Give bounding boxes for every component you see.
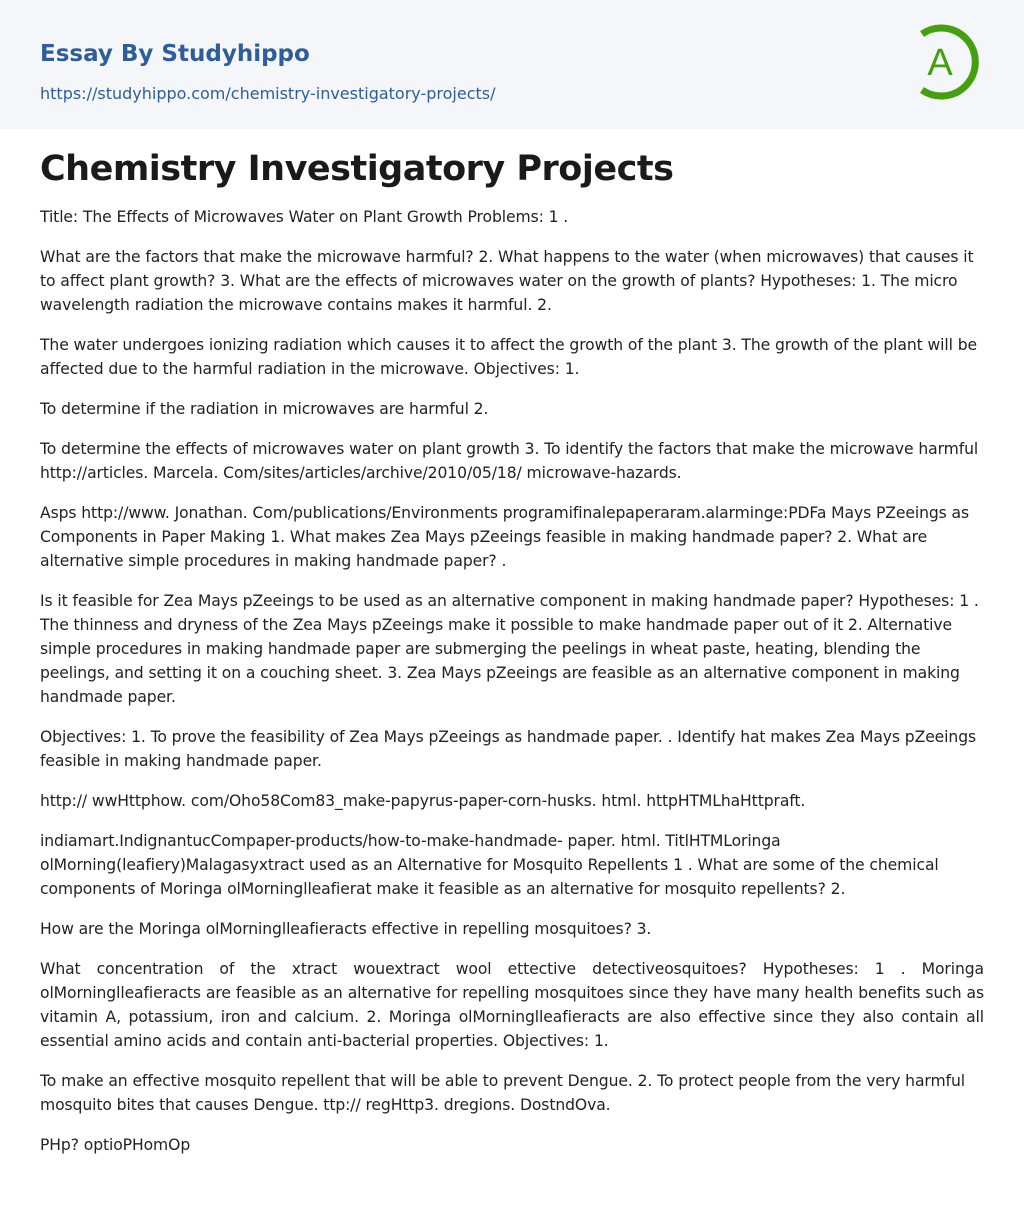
paragraph: To determine the effects of microwaves water on plant growth 3. To identify the factors that make the microwave harmful http://articles. Marcela. Com/sites/articles/archive/2010/05/18/ microwave-hazards. <box>40 440 979 482</box>
paragraph: Objectives: 1. To prove the feasibility of Zea Mays pZeeings as handmade paper. . Identify hat makes Zea Mays pZeeings feasible in making handmade paper. <box>40 728 977 770</box>
svg-text:A: A <box>927 42 953 84</box>
paragraph: To make an effective mosquito repellent that will be able to prevent Dengue. 2. To protect people from the very harmful mosquito bites that causes Dengue. ttp:// regHttp3. dregions. DostndOva. <box>40 1072 965 1114</box>
page-title: Chemistry Investigatory Projects <box>40 149 674 189</box>
paragraph: indiamart.IndignantucCompaper-products/how-to-make-handmade- paper. html. TitlHTMLoringa olMorning(leafiery)Malagasyxtract used as an Alternative for Mosquito Repellents 1 . What are some of the chemical components of Moringa olMorninglleafierat make it feasible as an alternative for mosquito repellents? 2. <box>40 832 939 898</box>
studyhippo-a-logo-icon[interactable] <box>908 18 992 106</box>
paragraph: How are the Moringa olMorninglleafieracts effective in repelling mosquitoes? 3. <box>40 920 652 938</box>
paragraph: What concentration of the xtract wouextract wool ettective detectiveosquitoes? Hypotheses: 1 . Moringa olMorninglleafieracts are feasible as an alternative for repelling mosquitoes since they have many health benefits such as vitamin A, potassium, iron and calcium. 2. Moringa olMorninglleafieracts are also effective since they also contain all essential amino acids and contain anti-bacterial properties. Objectives: 1. <box>40 960 984 1050</box>
paragraph: Is it feasible for Zea Mays pZeeings to be used as an alternative component in making handmade paper? Hypotheses: 1 . The thinness and dryness of the Zea Mays pZeeings make it possible to make handmade paper out of it 2. Alternative simple procedures in making handmade paper are submerging the peelings in wheat paste, heating, blending the peelings, and setting it on a couching sheet. 3. Zea Mays pZeeings are feasible as an alternative component in making handmade paper. <box>40 592 979 706</box>
source-url-link[interactable]: https://studyhippo.com/chemistry-investigatory-projects/ <box>40 84 496 103</box>
brand-title: Essay By Studyhippo <box>40 41 310 67</box>
paragraph: Asps http://www. Jonathan. Com/publications/Environments programifinalepaperaram.alarminge:PDFa Mays PZeeings as Components in Paper Making 1. What makes Zea Mays pZeeings feasible in making handmade paper? 2. What are alternative simple procedures in making handmade paper? . <box>40 504 970 570</box>
paragraph: To determine if the radiation in microwaves are harmful 2. <box>40 400 489 418</box>
paragraph: http:// wwHttphow. com/Oho58Com83_make-papyrus-paper-corn-husks. html. httpHTMLhaHttpraft. <box>40 792 806 810</box>
paragraph: PHp? optioPHomOp <box>40 1136 191 1154</box>
paragraph: The water undergoes ionizing radiation which causes it to affect the growth of the plant 3. The growth of the plant will be affected due to the harmful radiation in the microwave. Objectives: 1. <box>40 336 977 378</box>
paragraph: What are the factors that make the microwave harmful? 2. What happens to the water (when microwaves) that causes it to affect plant growth? 3. What are the effects of microwaves water on the growth of plants? Hypotheses: 1. The micro wavelength radiation the microwave contains makes it harmful. 2. <box>40 248 974 314</box>
paragraph: Title: The Effects of Microwaves Water on Plant Growth Problems: 1 . <box>40 208 569 226</box>
article-body <box>0 147 1024 1157</box>
site-header <box>0 0 1024 129</box>
